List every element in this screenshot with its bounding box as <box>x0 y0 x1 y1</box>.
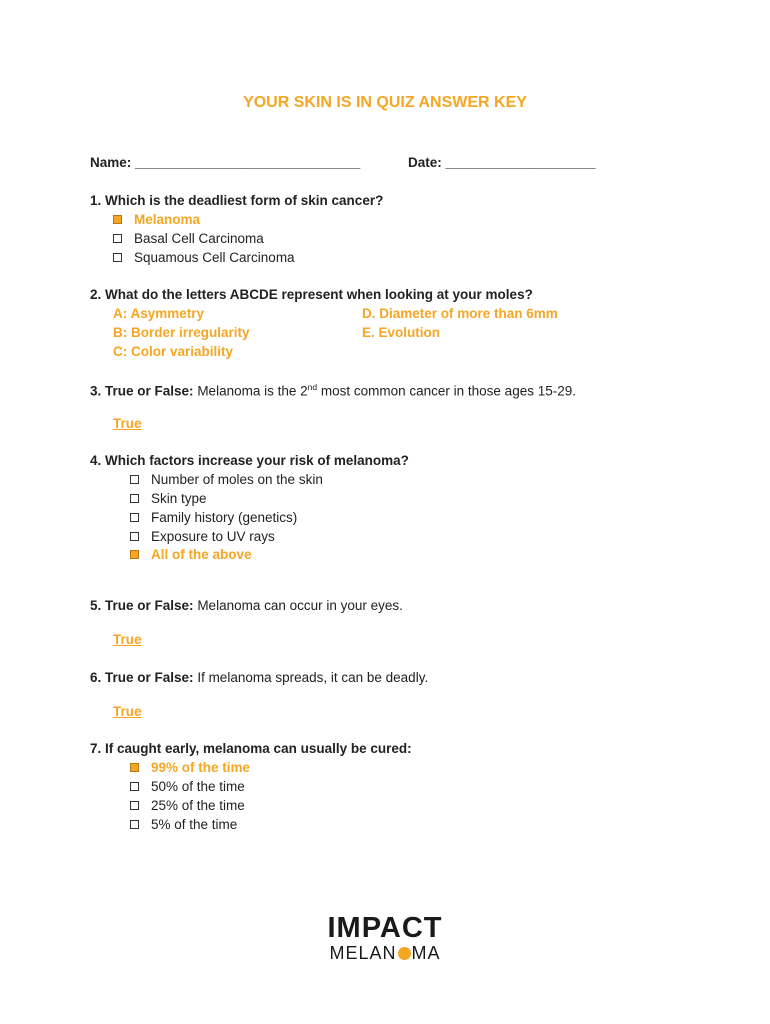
answer-q6: True <box>113 704 142 719</box>
ordinal-suffix: nd <box>307 382 318 392</box>
q4-option-3[interactable] <box>130 510 297 525</box>
option-label: Squamous Cell Carcinoma <box>134 250 295 265</box>
logo-melanoma <box>0 943 770 964</box>
answer-q5: True <box>113 632 142 647</box>
q7-option-4[interactable] <box>130 817 237 832</box>
option-label: All of the above <box>151 547 252 562</box>
checkbox-icon[interactable] <box>130 820 139 829</box>
checked-checkbox-icon[interactable] <box>130 550 139 559</box>
sun-dot-icon <box>398 947 411 960</box>
question-text-cont: most common cancer in those ages 15-29. <box>320 383 576 399</box>
answer-c: C: Color variability <box>113 344 234 359</box>
question-2: 2. What do the letters ABCDE represent when looking at your moles? <box>90 287 533 302</box>
q4-option-5[interactable] <box>130 547 252 562</box>
question-prefix: 6. True or False: <box>90 670 194 685</box>
date-field-label: Date: ____________________ <box>408 155 596 170</box>
answer-e: E. Evolution <box>362 325 441 340</box>
answer-a: A: Asymmetry <box>113 306 205 321</box>
question-text: If melanoma spreads, it can be deadly. <box>197 670 429 685</box>
logo-impact: IMPACT <box>327 912 443 944</box>
checked-checkbox-icon[interactable] <box>113 215 122 224</box>
logo-melanoma-left: MELAN <box>329 943 397 963</box>
checkbox-icon[interactable] <box>130 532 139 541</box>
page-title: YOUR SKIN IS IN QUIZ ANSWER KEY <box>243 94 527 111</box>
q1-option-1[interactable] <box>113 212 200 227</box>
question-text: Melanoma is the 2 <box>197 383 308 399</box>
option-label: Number of moles on the skin <box>151 472 323 487</box>
option-label: 50% of the time <box>151 779 245 794</box>
option-label: Family history (genetics) <box>151 510 298 525</box>
option-label: Melanoma <box>134 212 201 227</box>
q4-option-2[interactable] <box>130 491 207 506</box>
question-prefix: 3. True or False: <box>90 383 194 399</box>
q4-option-4[interactable] <box>130 529 275 544</box>
checkbox-icon[interactable] <box>113 253 122 262</box>
option-label: Skin type <box>151 491 207 506</box>
answer-b: B: Border irregularity <box>113 325 250 340</box>
q1-option-3[interactable] <box>113 250 295 265</box>
q7-option-2[interactable] <box>130 779 245 794</box>
q7-option-1[interactable] <box>130 760 250 775</box>
question-4: 4. Which factors increase your risk of melanoma? <box>90 453 409 468</box>
question-1: 1. Which is the deadliest form of skin cancer? <box>90 193 384 208</box>
checkbox-icon[interactable] <box>113 234 122 243</box>
option-label: 99% of the time <box>151 760 251 775</box>
checkbox-icon[interactable] <box>130 513 139 522</box>
question-7: 7. If caught early, melanoma can usually be cured: <box>90 741 412 756</box>
checkbox-icon[interactable] <box>130 782 139 791</box>
question-text: Melanoma can occur in your eyes. <box>197 598 403 613</box>
option-label: 5% of the time <box>151 817 238 832</box>
answer-d: D. Diameter of more than 6mm <box>362 306 558 321</box>
logo-melanoma-right: MA <box>411 943 441 963</box>
q1-option-2[interactable] <box>113 231 264 246</box>
question-5 <box>90 598 403 613</box>
checkbox-icon[interactable] <box>130 475 139 484</box>
option-label: Exposure to UV rays <box>151 529 275 544</box>
answer-q3: True <box>113 416 142 431</box>
option-label: Basal Cell Carcinoma <box>134 231 264 246</box>
checked-checkbox-icon[interactable] <box>130 763 139 772</box>
q4-option-1[interactable] <box>130 472 323 487</box>
name-field-label: Name: ______________________________ <box>90 155 361 170</box>
question-3 <box>90 382 576 399</box>
checkbox-icon[interactable] <box>130 801 139 810</box>
question-prefix: 5. True or False: <box>90 598 194 613</box>
question-6 <box>90 670 428 685</box>
q7-option-3[interactable] <box>130 798 245 813</box>
option-label: 25% of the time <box>151 798 245 813</box>
checkbox-icon[interactable] <box>130 494 139 503</box>
